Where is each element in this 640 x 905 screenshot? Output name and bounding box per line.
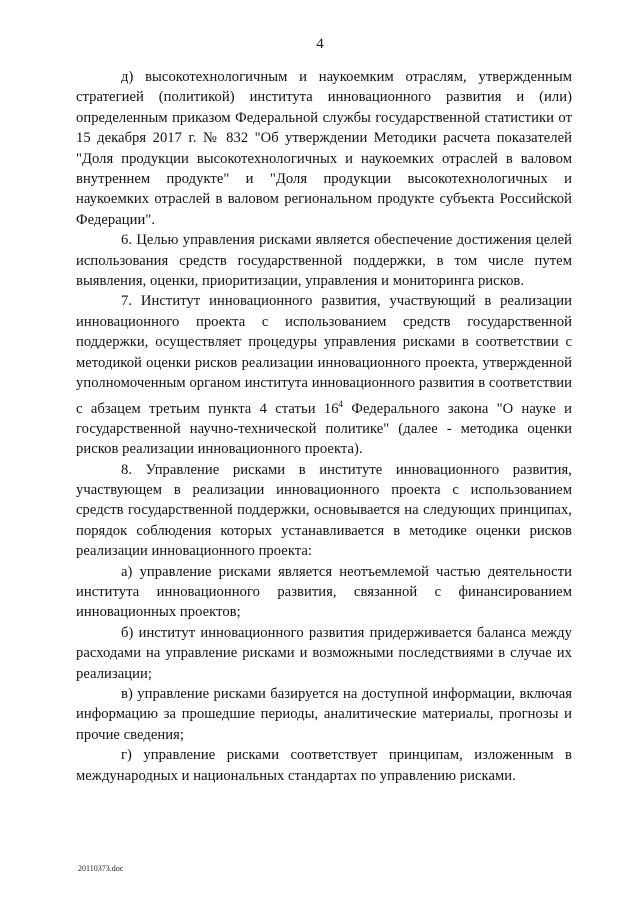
paragraph-7-superscript: 4: [338, 398, 344, 409]
paragraph-8: 8. Управление рисками в институте инновационного развития, участвующем в реализации инновационного проекта с использованием средств государственной поддержки, основывается на следующих принципах, порядок соблюдения которых устанавливается в методике оценки рисков реализации инновационного проекта:: [76, 461, 572, 560]
paragraph-item-v: в) управление рисками базируется на доступной информации, включая информацию за прошедшие периоды, аналитические материалы, прогнозы и прочие сведения;: [76, 686, 572, 743]
paragraph-6: 6. Целью управления рисками является обеспечение достижения целей использования средств государственной поддержки, в том числе путем выявления, оценки, приоритизации, управления и мониторинга рисков.: [76, 232, 572, 290]
paragraph-item-a: а) управление рисками является неотъемлемой частью деятельности института инновационного развития, связанной с финансированием инновационных проектов;: [76, 563, 572, 621]
paragraph-item-d: д) высокотехнологичным и наукоемким отраслям, утвержденным стратегией (политикой) института инновационного развития и (или) определенным приказом Федеральной службы государственной статистики от 15 декабря 2017 г. № 832 "Об утверждении Методики расчета показателей "Доля продукции высокотехнологичных и наукоемких отраслей в валовом внутреннем продукте" и "Доля продукции высокотехнологичных и наукоемких отраслей в валовом региональном продукте субъекта Российской Федерации".: [76, 69, 572, 228]
paragraph-item-g: г) управление рисками соответствует принципам, изложенным в международных и национальных стандартах по управлению рисками.: [76, 747, 572, 784]
paragraph-7-text: 7. Институт инновационного развития, участвующий в реализации инновационного проекта с использованием средств государственной поддержки, осуществляет процедуры управления рисками в соответствии с методикой оценки рисков реализации инновационного проекта, утвержденной уполномоченным органом института инновационного развития в соответствии с абзацем третьим пункта 4 статьи 16: [76, 293, 572, 417]
page-number: 4: [316, 36, 324, 52]
document-body: [76, 67, 572, 786]
paragraph-7: [76, 291, 572, 459]
paragraph-7-tail: Федерального закона "О науке и государственной научно-технической политике" (далее - методика оценки рисков реализации инновационного проекта).: [76, 400, 572, 458]
footer-filename: 20110373.doc: [78, 864, 124, 873]
paragraph-item-b: б) институт инновационного развития придерживается баланса между расходами на управление рисками и возможными последствиями в случае их реализации;: [76, 624, 572, 682]
